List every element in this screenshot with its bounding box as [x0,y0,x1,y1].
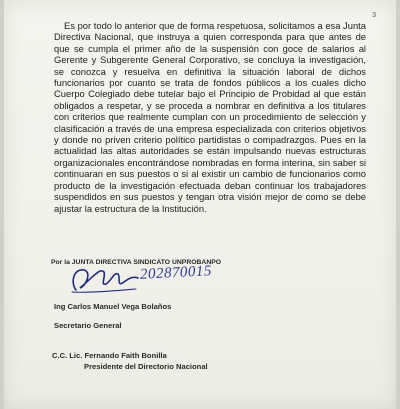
signer-name: Ing Carlos Manuel Vega Bolaños [54,302,172,311]
handwritten-code: 202870015 [139,263,213,283]
cc-recipient-title: Presidente del Directorio Nacional [84,362,208,371]
document-page [4,0,396,409]
signer-title: Secretario General [54,321,122,330]
signature-organization: Por la JUNTA DIRECTIVA SINDICATO UNPROBANPO [51,259,222,266]
cc-recipient: C.C. Lic. Fernando Faith Bonilla [52,351,167,360]
body-paragraph: Es por todo lo anterior que de forma respetuosa, solicitamos a esa Junta Directiva Nacional, que instruya a quien corresponda para que antes de que se cumpla el primer año de la suspensión con goce de salarios al Gerente y Subgerente General Corporativo, se concluya la investigación, se conozca y resuelva en definitiva la situación laboral de dichos funcionarios por cuanto se trata de fondos públicos a los cuales dicho Cuerpo Colegiado debe tutelar bajo el Principio de Probidad al que están obligados a respetar, y se proceda a nombrar en definitiva a los titulares con criterios que realmente cumplan con un procedimiento de selección y clasificación a través de una empresa especializada con criterios objetivos y donde no priven criterio político partidistas o compadrazgos. Pues en la actualidad las altas autoridades se están impulsando nuevas estructuras organizacionales encontrándose nombradas en forma interina, sin saber si continuaran en sus puestos o si al existir un cambio de funcionarios como producto de la investigación efectuada deban continuar los trabajadores suspendidos en sus puestos y tengan otra visión mejor de como se debe ajustar la estructura de la Institución. [54,20,366,214]
handwritten-signature [66,262,146,296]
page-number: 3 [372,12,376,19]
letter-body [54,20,366,214]
